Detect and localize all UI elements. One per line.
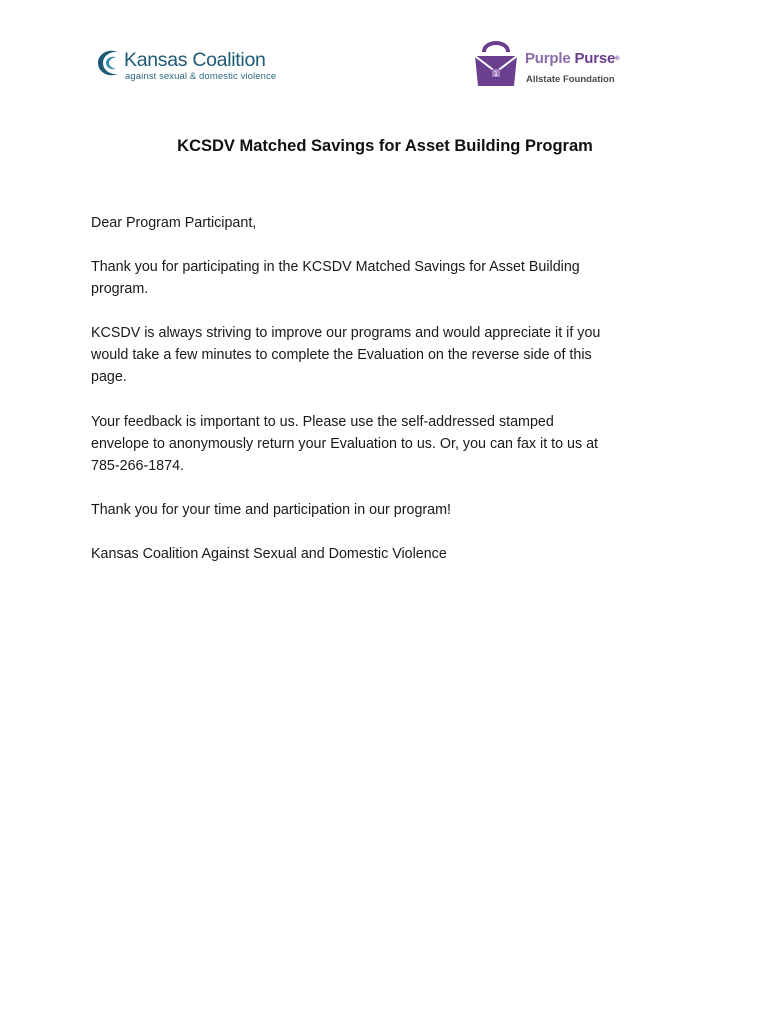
trademark-symbol: ®	[615, 56, 620, 62]
paragraph-line: KCSDV is always striving to improve our programs and would appreciate it if you	[91, 325, 601, 341]
purse-clasp-glyph: 1	[493, 70, 499, 78]
paragraph-line: Your feedback is important to us. Please use the self-addressed stamped	[91, 414, 554, 430]
paragraph-line: page.	[91, 369, 127, 385]
signature-text: Kansas Coalition Against Sexual and Domestic Violence	[91, 546, 447, 562]
closing-line	[91, 499, 691, 521]
purple-purse-name-part2: Purse	[574, 50, 616, 67]
kcsdv-wave-icon	[96, 48, 124, 78]
purple-purse-logo	[472, 36, 642, 90]
paragraph-line: program.	[91, 281, 149, 297]
kcsdv-logo	[96, 46, 277, 88]
paragraph-line: Thank you for participating in the KCSDV Matched Savings for Asset Building	[91, 259, 580, 275]
purse-icon	[472, 36, 520, 90]
paragraph-line: 785-266-1874.	[91, 458, 185, 474]
purple-purse-logo-subtitle: Allstate Foundation	[526, 74, 615, 85]
paragraph-line: envelope to anonymously return your Evaluation to us. Or, you can fax it to us at	[91, 436, 599, 452]
kcsdv-logo-tagline: against sexual & domestic violence	[125, 71, 277, 82]
kcsdv-logo-name: Kansas Coalition	[124, 49, 266, 71]
closing-text: Thank you for your time and participation in our program!	[91, 502, 451, 518]
paragraph-improve	[91, 322, 691, 388]
purple-purse-name-part1: Purple	[525, 50, 571, 67]
document-title: KCSDV Matched Savings for Asset Building Program	[177, 137, 593, 155]
paragraph-feedback	[91, 411, 691, 477]
salutation-text: Dear Program Participant,	[91, 215, 257, 231]
paragraph-line: would take a few minutes to complete the Evaluation on the reverse side of this	[91, 347, 592, 363]
signature	[91, 543, 691, 565]
salutation	[91, 212, 691, 234]
purple-purse-logo-name	[525, 50, 619, 68]
paragraph-thanks	[91, 256, 691, 300]
